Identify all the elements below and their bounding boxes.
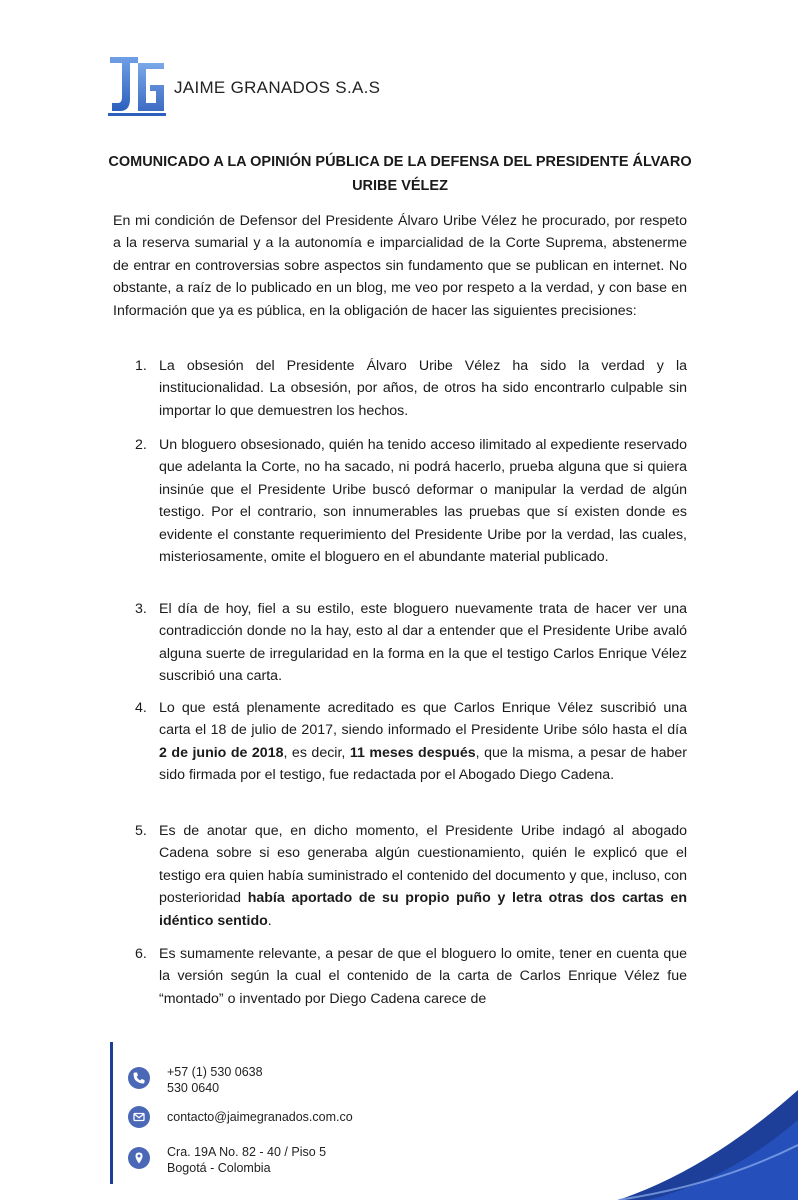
title-line-2: URIBE VÉLEZ (352, 178, 448, 194)
item-number: 2. (135, 437, 147, 453)
item-text: La obsesión del Presidente Álvaro Uribe Vélez ha sido la verdad y la institucionalidad. La obsesión, por años, de otros ha sido encontrarlo culpable sin importar lo que demuestren los hechos. (159, 358, 687, 419)
address-line-2: Bogotá - Colombia (167, 1161, 271, 1175)
list-item (113, 820, 687, 932)
list-item (113, 434, 687, 568)
company-name: JAIME GRANADOS S.A.S (174, 78, 381, 97)
item-text (159, 820, 687, 932)
item-text-part: . (267, 912, 272, 929)
company-logo (108, 55, 166, 117)
document-title (100, 150, 700, 198)
phone-line-2: 530 0640 (167, 1081, 220, 1095)
phone-icon (128, 1067, 150, 1089)
footer-phone (128, 1064, 263, 1096)
item-bold-date: 2 de junio de 2018 (159, 744, 284, 761)
list-item (113, 943, 687, 1010)
item-text-part: Lo que está plenamente acreditado es que Carlos Enrique Vélez suscribió una carta el 18 de julio de 2017, siendo informado el Presidente Uribe sólo hasta el día (159, 700, 687, 739)
item-number: 3. (135, 601, 147, 617)
item-bold-months: 11 meses después (349, 744, 476, 761)
email-address[interactable]: contacto@jaimegranados.com.co (167, 1110, 353, 1124)
item-text-part: , que la misma, a pesar de haber sido firmada por el testigo, fue redactada por el Abogado Diego Cadena. (159, 744, 687, 784)
list-item (113, 598, 687, 688)
footer-decoration (618, 1090, 798, 1200)
email-icon (128, 1106, 150, 1128)
item-text: El día de hoy, fiel a su estilo, este bloguero nuevamente trata de hacer ver una contradicción donde no la hay, esto al dar a entender que el Presidente Uribe avaló alguna suerte de irregularidad en la forma en la que el testigo Carlos Enrique Vélez suscribió una carta. (159, 601, 687, 685)
item-number: 1. (135, 358, 147, 374)
footer-address (128, 1144, 326, 1176)
address-line-1: Cra. 19A No. 82 - 40 / Piso 5 (167, 1145, 327, 1159)
item-text: Un bloguero obsesionado, quién ha tenido acceso ilimitado al expediente reservado que adelanta la Corte, no ha sacado, ni podrá hacerlo, prueba alguna que si quiera insinúe que el Presidente Uribe buscó deformar o manipular la verdad de algún testigo. Por el contrario, son innumerables las pruebas que sí existen donde es evidente el constante requerimiento del Presidente Uribe por la verdad, las cuales, misteriosamente, omite el bloguero en el abundante material publicado. (159, 437, 687, 566)
item-number: 5. (135, 823, 147, 839)
item-text (159, 697, 687, 787)
item-text: Es sumamente relevante, a pesar de que el bloguero lo omite, tener en cuenta que la versión según la cual el contenido de la carta de Carlos Enrique Vélez fue “montado” o inventado por Diego Cadena carece de (159, 946, 687, 1007)
item-number: 4. (135, 700, 147, 716)
item-bold-text: había aportado de su propio puño y letra otras dos cartas en idéntico sentido (159, 890, 687, 929)
title-line-1: COMUNICADO A LA OPINIÓN PÚBLICA DE LA DEFENSA DEL PRESIDENTE ÁLVARO (108, 154, 692, 170)
footer-email (128, 1106, 353, 1128)
footer-accent-line (110, 1042, 113, 1184)
item-number: 6. (135, 946, 147, 962)
location-pin-icon (128, 1147, 150, 1169)
intro-paragraph: En mi condición de Defensor del Presidente Álvaro Uribe Vélez he procurado, por respeto a la reserva sumarial y a la autonomía e imparcialidad de la Corte Suprema, abstenerme de entrar en controversias sobre aspectos sin fundamento que se publican en internet. No obstante, a raíz de lo publicado en un blog, me veo por respeto a la verdad, y con base en Información que ya es pública, en la obligación de hacer las siguientes precisiones: (113, 213, 687, 319)
item-text-part: Es de anotar que, en dicho momento, el Presidente Uribe indagó al abogado Cadena sobre si eso generaba algún cuestionamiento, quién le explicó que el testigo era quien había suministrado el contenido del documento y que, incluso, con posterioridad (159, 823, 687, 907)
list-item (113, 355, 687, 422)
phone-line-1: +57 (1) 530 0638 (167, 1065, 263, 1079)
list-item (113, 697, 687, 787)
item-text-part: , es decir, (283, 744, 350, 761)
